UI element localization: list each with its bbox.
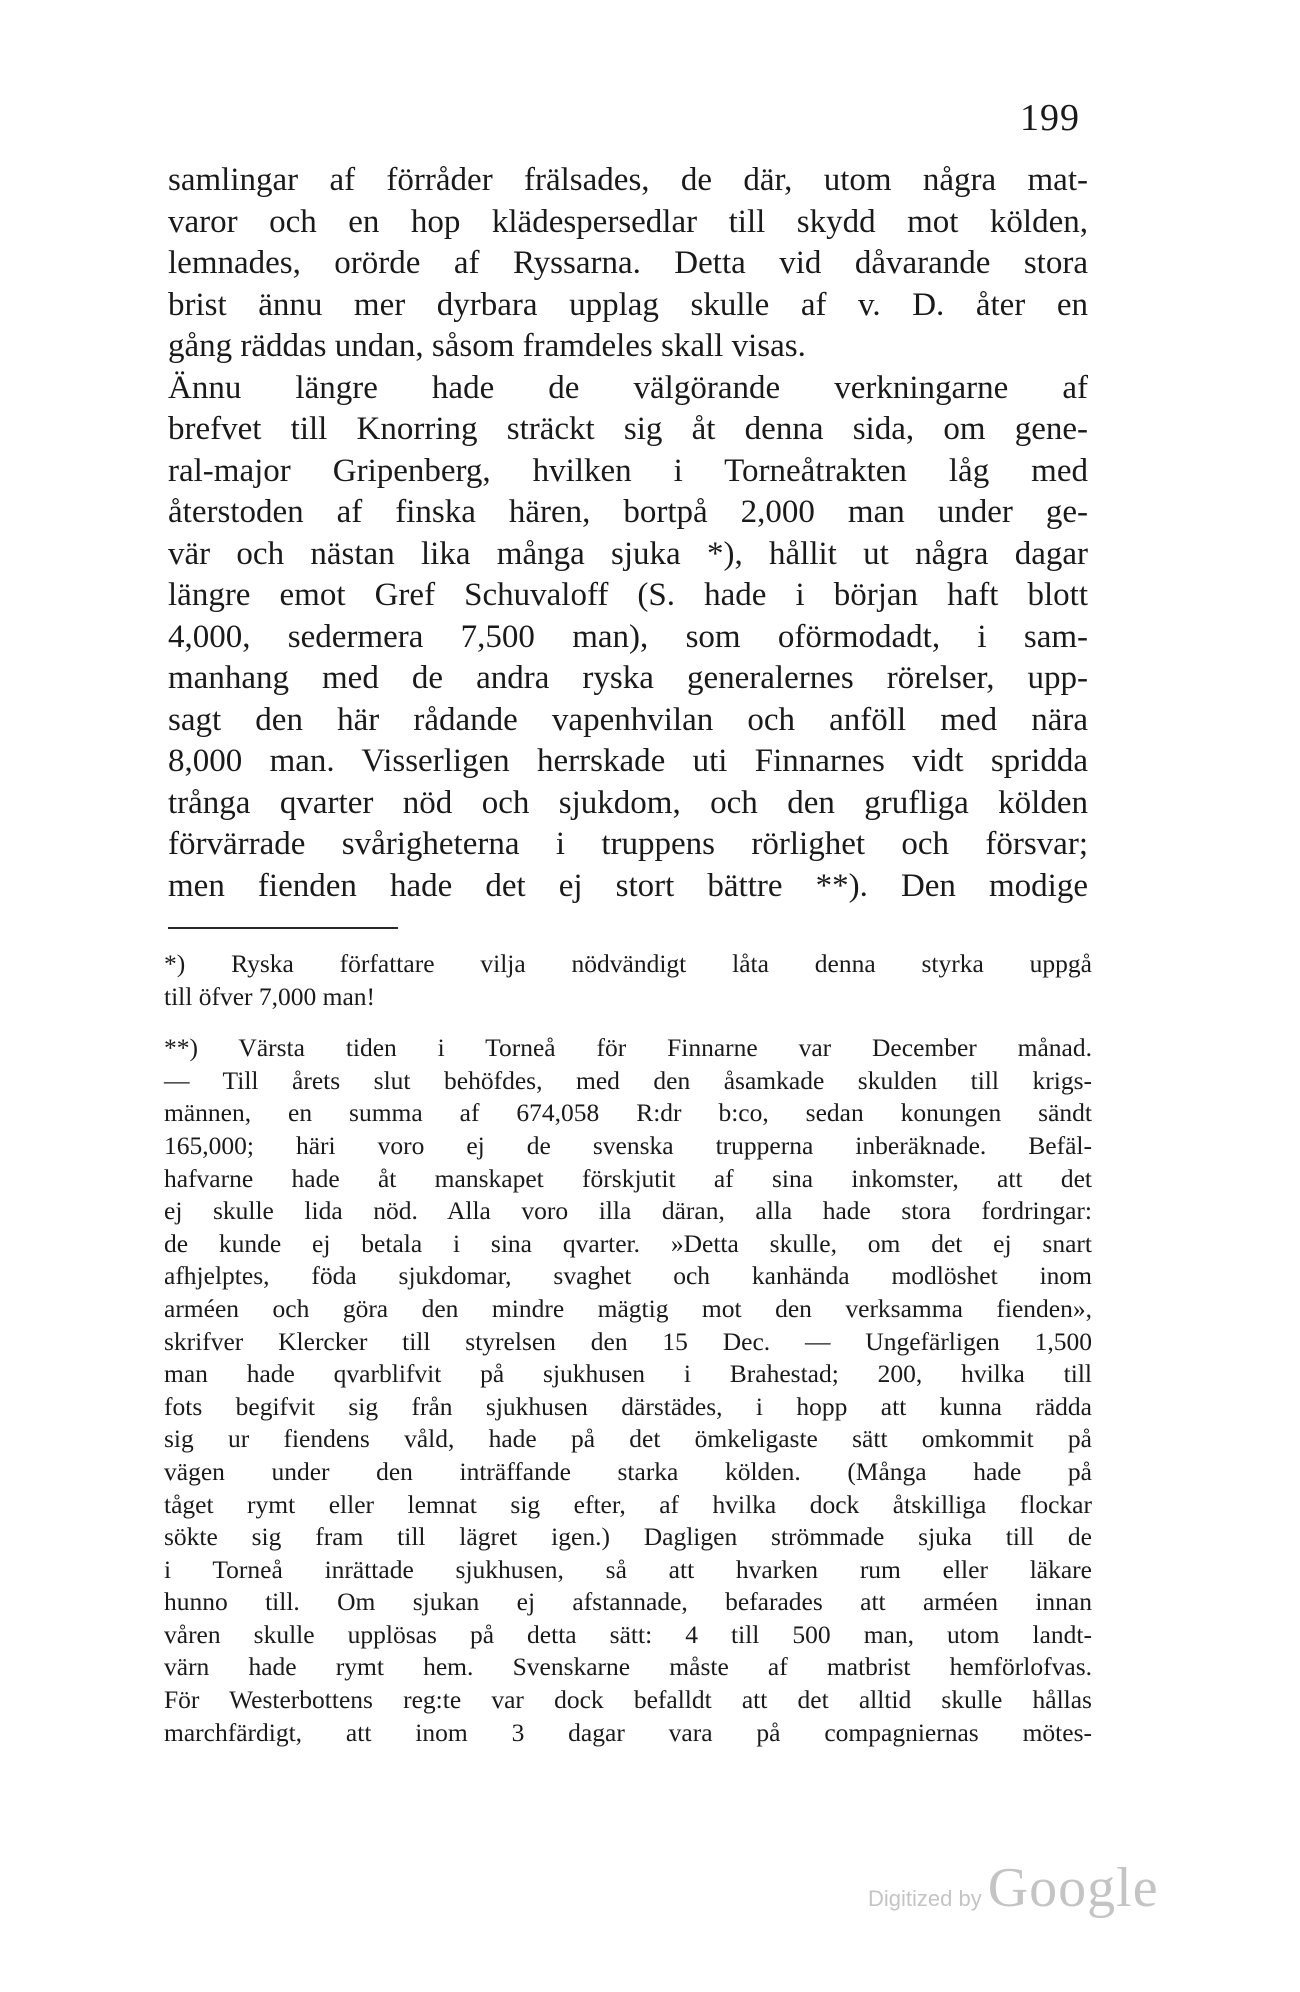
footnote-line: våren skulle upplösas på detta sätt: 4 till 500 man, utom landt- <box>164 1619 1092 1649</box>
footnote-line: skrifver Klercker till styrelsen den 15 Dec. — Ungefärligen 1,500 <box>164 1326 1092 1356</box>
footnote-line: sökte sig fram till lägret igen.) Dagligen strömmade sjuka till de <box>164 1522 1092 1552</box>
footnote-line: hafvarne hade åt manskapet förskjutit af sina inkomster, att det <box>164 1163 1092 1193</box>
text-line: gång räddas undan, såsom framdeles skall visas. <box>168 328 806 364</box>
footnote-line: vägen under den inträffande starka kölden. (Många hade på <box>164 1456 1092 1486</box>
footnote-line: männen, en summa af 674,058 R:dr b:co, sedan konungen sändt <box>164 1098 1092 1128</box>
footnote-1 <box>164 948 1092 1013</box>
text-line: längre emot Gref Schuvaloff (S. hade i början haft blott <box>168 577 1088 613</box>
text-line: varor och en hop klädespersedlar till skydd mot kölden, <box>168 203 1088 240</box>
footnote-line: värn hade rymt hem. Svenskarne måste af matbrist hemförlofvas. <box>164 1652 1092 1682</box>
footnote-line: tåget rymt eller lemnat sig efter, af hvilka dock åtskilliga flockar <box>164 1489 1092 1519</box>
footnote-line: 165,000; häri voro ej de svenska trupperna inberäknade. Befäl- <box>164 1130 1092 1160</box>
text-line: 8,000 man. Visserligen herrskade uti Finnarnes vidt spridda <box>168 743 1088 779</box>
text-line: manhang med de andra ryska generalernes rörelser, upp- <box>168 660 1088 696</box>
text-line: brist ännu mer dyrbara upplag skulle af v. D. åter en <box>168 286 1088 323</box>
footnote-line: marchfärdigt, att inom 3 dagar vara på compagniernas mötes- <box>164 1717 1092 1747</box>
google-watermark <box>868 1856 1159 1920</box>
footnote-line: *) Ryska författare vilja nödvändigt låta denna styrka uppgå <box>164 949 1092 978</box>
text-line: återstoden af finska hären, bortpå 2,000 man under ge- <box>168 494 1088 530</box>
text-line: trånga qvarter nöd och sjukdom, och den grufliga kölden <box>168 784 1088 821</box>
footnote-line: — Till årets slut behöfdes, med den åsamkade skulden till krigs- <box>164 1065 1092 1095</box>
footnote-2 <box>164 1032 1092 1749</box>
footnote-line: ej skulle lida nöd. Alla voro illa däran, alla hade stora fordringar: <box>164 1196 1092 1226</box>
text-line: ral-major Gripenberg, hvilken i Torneåtrakten låg med <box>168 452 1088 489</box>
body-text <box>168 160 1088 907</box>
watermark-digitized-text: Digitized by <box>868 1886 982 1911</box>
footnote-line: man hade qvarblifvit på sjukhusen i Brahestad; 200, hvilka till <box>164 1359 1092 1389</box>
footnote-line: till öfver 7,000 man! <box>164 981 376 1011</box>
text-line: 4,000, sedermera 7,500 man), som oförmodadt, i sam- <box>168 618 1088 655</box>
footnote-line: **) Värsta tiden i Torneå för Finnarne var December månad. <box>164 1033 1092 1063</box>
footnote-gap <box>164 1013 1092 1032</box>
footnote-line: arméen och göra den mindre mägtig mot den verksamma fienden», <box>164 1293 1092 1323</box>
footnote-line: hunno till. Om sjukan ej afstannade, befarades att arméen innan <box>164 1587 1092 1617</box>
text-line: lemnades, orörde af Ryssarna. Detta vid dåvarande stora <box>168 245 1088 281</box>
footnote-line: i Torneå inrättade sjukhusen, så att hvarken rum eller läkare <box>164 1554 1092 1584</box>
footnote-line: För Westerbottens reg:te var dock befalldt att det alltid skulle hållas <box>164 1685 1092 1715</box>
footnote-line: sig ur fiendens våld, hade på det ömkeligaste sätt omkommit på <box>164 1424 1092 1454</box>
footnote-line: de kunde ej betala i sina qvarter. »Detta skulle, om det ej snart <box>164 1228 1092 1258</box>
footnote-line: afhjelptes, föda sjukdomar, svaghet och kanhända modlöshet inom <box>164 1261 1092 1291</box>
footnotes <box>164 948 1092 1749</box>
text-line: Ännu längre hade de välgörande verkningarne af <box>168 369 1088 406</box>
footnote-line: fots begifvit sig från sjukhusen därstädes, i hopp att kunna rädda <box>164 1391 1092 1421</box>
footnote-separator <box>168 927 398 929</box>
text-line: brefvet till Knorring sträckt sig åt denna sida, om gene- <box>168 411 1088 447</box>
text-line: samlingar af förråder frälsades, de där, utom några mat- <box>168 162 1088 198</box>
text-line: förvärrade svårigheterna i truppens rörlighet och försvar; <box>168 826 1088 862</box>
page-number: 199 <box>1020 97 1080 139</box>
text-line: vär och nästan lika många sjuka *), hållit ut några dagar <box>168 535 1088 572</box>
text-line: sagt den här rådande vapenhvilan och anföll med nära <box>168 701 1088 738</box>
google-logo: Google <box>987 1857 1159 1919</box>
text-line: men fienden hade det ej stort bättre **). Den modige <box>168 867 1088 904</box>
